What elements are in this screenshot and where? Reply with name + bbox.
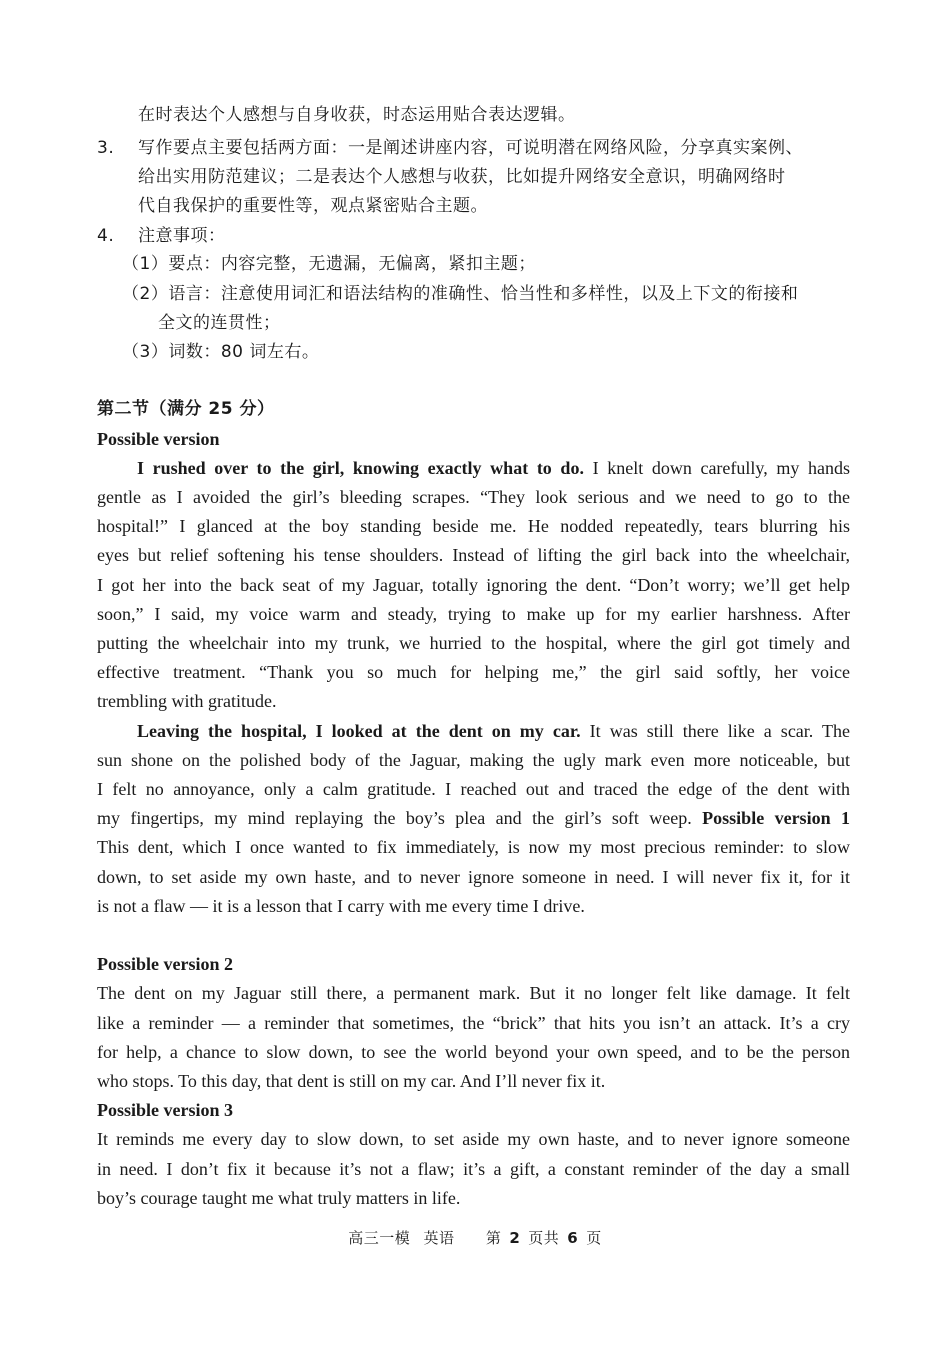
- page-footer: [0, 1227, 950, 1248]
- para2-line-6: down, to set aside my own haste, and to never ignore someone in need. I will never fix it, for it: [97, 867, 850, 887]
- version2-line-2: like a reminder — a reminder that sometimes, the “brick” that hits you isn’t an attack. It’s a cry: [97, 1013, 850, 1033]
- section2-heading: 第二节（满分 25 分）: [97, 399, 275, 419]
- version3-label: Possible version 3: [97, 1100, 234, 1120]
- item4-point-2-cont: 全文的连贯性；: [158, 313, 281, 333]
- para1-line-3: hospital!” I glanced at the boy standing beside me. He nodded repeatedly, tears blurring his: [97, 516, 850, 536]
- item3-number: 3.: [97, 138, 115, 158]
- item3-line-1: 写作要点主要包括两方面：一是阐述讲座内容，可说明潜在网络风险，分享真实案例、: [138, 138, 803, 158]
- para1-line-1-rest: I knelt down carefully, my hands: [583, 458, 850, 478]
- page-suffix: 页: [586, 1229, 602, 1247]
- para1-line-4: eyes but relief softening his tense shoulders. Instead of lifting the girl back into the wheelchair,: [97, 545, 850, 565]
- para1-line-5: I got her into the back seat of my Jaguar, totally ignoring the dent. “Don’t worry; we’ll get help: [97, 575, 850, 595]
- para1-line-8: effective treatment. “Thank you so much for helping me,” the girl said softly, her voice: [97, 662, 850, 682]
- para2-line-5: This dent, which I once wanted to fix immediately, is now my most precious reminder: to slow: [97, 837, 850, 857]
- para2-line-1-rest: It was still there like a scar. The: [580, 721, 850, 741]
- exam-name: 高三一模: [348, 1229, 411, 1247]
- page-number: 2: [509, 1229, 521, 1247]
- para1-line-2: gentle as I avoided the girl’s bleeding scrapes. “They look serious and we need to go to the: [97, 487, 850, 507]
- total-pages: 6: [567, 1229, 579, 1247]
- para2-line-2: sun shone on the polished body of the Jaguar, making the ugly mark even more noticeable, but: [97, 750, 850, 770]
- version2-label: Possible version 2: [97, 954, 234, 974]
- version1-label: Possible version 1: [702, 808, 850, 828]
- subject-name: 英语: [423, 1229, 455, 1247]
- para2-line-4: [97, 807, 850, 829]
- para2-lead: Leaving the hospital, I looked at the dent on my car.: [137, 721, 581, 741]
- version3-line-1: It reminds me every day to slow down, to set aside my own haste, and to never ignore someone: [97, 1129, 850, 1149]
- para1-line-7: putting the wheelchair into my trunk, we hurried to the hospital, where the girl got timely and: [97, 633, 850, 653]
- version2-line-1: The dent on my Jaguar still there, a permanent mark. But it no longer felt like damage. It felt: [97, 983, 850, 1003]
- para2-line-1: [137, 720, 850, 742]
- page-middle: 页共: [528, 1229, 560, 1247]
- version3-line-3: boy’s courage taught me what truly matters in life.: [97, 1188, 461, 1208]
- item2-tail: 在时表达个人感想与自身收获，时态运用贴合表达逻辑。: [138, 105, 576, 125]
- item4-point-2: （2）语言：注意使用词汇和语法结构的准确性、恰当性和多样性，以及上下文的衔接和: [122, 284, 799, 304]
- para1-line-1: [137, 457, 850, 479]
- para1-line-9: trembling with gratitude.: [97, 691, 277, 711]
- possible-version-label: Possible version: [97, 429, 220, 449]
- para1-lead: I rushed over to the girl, knowing exactly what to do.: [137, 458, 584, 478]
- item4-number: 4.: [97, 226, 115, 246]
- para2-line-7: is not a flaw — it is a lesson that I carry with me every time I drive.: [97, 896, 585, 916]
- para2-line-3: I felt no annoyance, only a calm gratitude. I reached out and traced the edge of the dent with: [97, 779, 850, 799]
- item4-point-1: （1）要点：内容完整，无遗漏，无偏离，紧扣主题；: [122, 254, 536, 274]
- item4-point-3: （3）词数：80 词左右。: [122, 342, 320, 362]
- version3-line-2: in need. I don’t fix it because it’s not a flaw; it’s a gift, a constant reminder of the day a small: [97, 1159, 850, 1179]
- item3-line-2: 给出实用防范建议；二是表达个人感想与收获，比如提升网络安全意识，明确网络时: [138, 167, 786, 187]
- item3-line-3: 代自我保护的重要性等，观点紧密贴合主题。: [138, 196, 488, 216]
- para1-line-6: soon,” I said, my voice warm and steady, trying to make up for my earlier harshness. After: [97, 604, 850, 624]
- version2-line-4: who stops. To this day, that dent is still on my car. And I’ll never fix it.: [97, 1071, 606, 1091]
- item4-title: 注意事项：: [138, 226, 226, 246]
- para2-line-4-text: my fingertips, my mind replaying the boy’s plea and the girl’s soft weep.: [97, 808, 703, 828]
- page-prefix: 第: [485, 1229, 502, 1247]
- version2-line-3: for help, a chance to slow down, to see the world beyond your own speed, and to be the person: [97, 1042, 850, 1062]
